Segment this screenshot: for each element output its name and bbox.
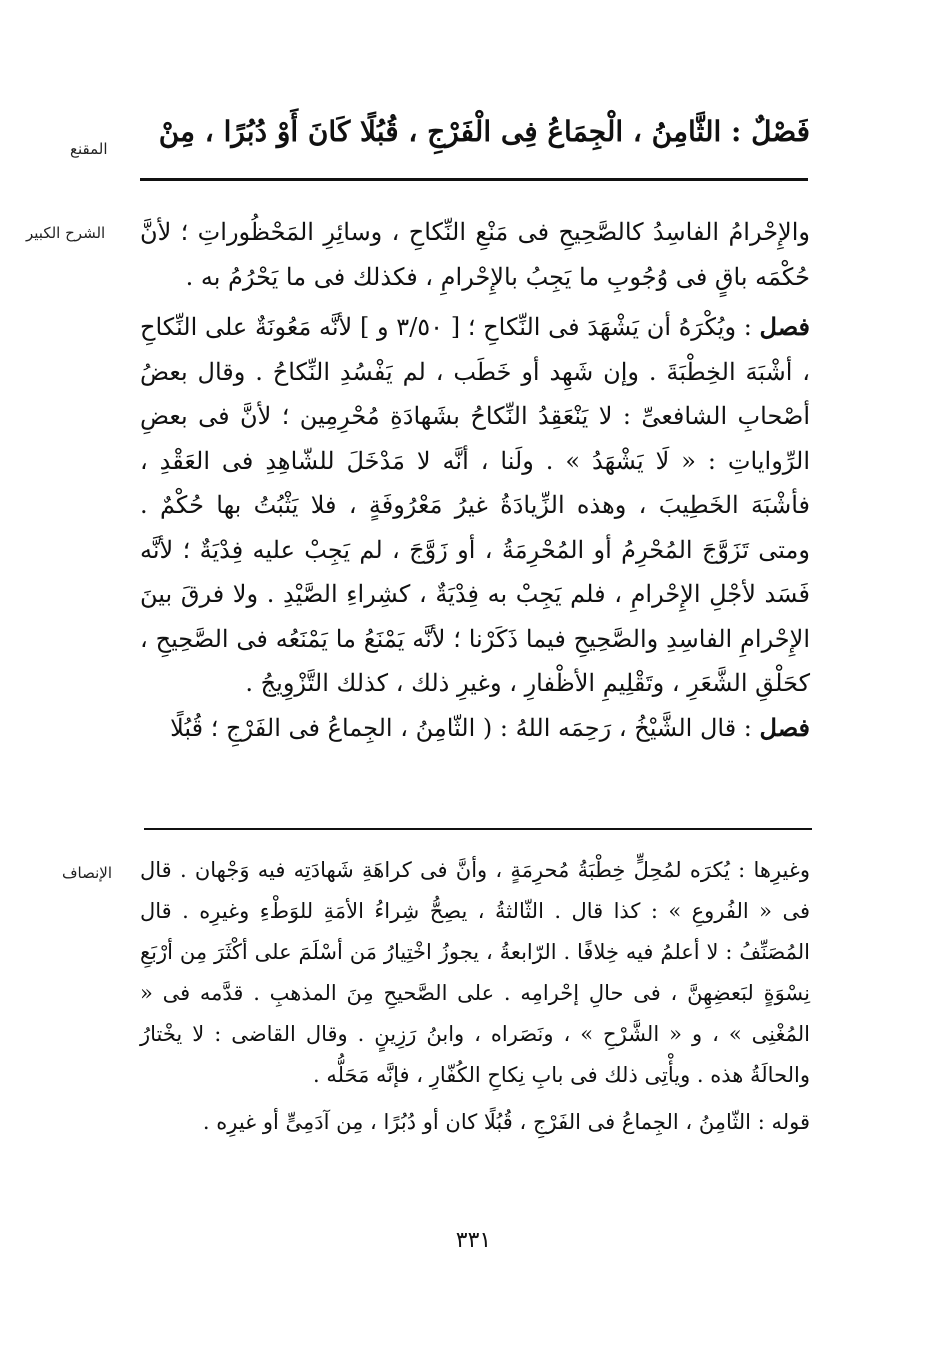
sharh-fasl-word: فصل bbox=[759, 312, 811, 341]
muqni-fasl-word: فَصْلٌ bbox=[751, 115, 810, 148]
sharh-paragraph-3-text: : قال الشَّيْخُ ، رَحِمَه اللهُ : ( الثّامِنُ ، الجِماعُ فى الفَرْجِ ؛ قُبُلًا bbox=[170, 713, 752, 742]
sharh-section bbox=[140, 210, 810, 750]
insaf-side-label: الإنصاف bbox=[62, 864, 113, 882]
insaf-paragraph-2: قوله : الثّامِنُ ، الجِماعُ فى الفَرْجِ ، قُبُلًا كان أو دُبُرًا ، مِن آدَمِىٍّ أو غيرِه . bbox=[202, 1110, 810, 1134]
sharh-fasl-word-2: فصل bbox=[759, 712, 810, 742]
sharh-paragraph-2 bbox=[140, 305, 810, 706]
sharh-side-label: الشرح الكبير bbox=[26, 224, 106, 242]
muqni-side-label: المقنع bbox=[70, 140, 108, 158]
muqni-heading bbox=[140, 108, 810, 156]
sharh-divider bbox=[144, 828, 812, 830]
page-number: ٣٣١ bbox=[455, 1228, 492, 1253]
insaf-paragraph-1: وغيرِها : يُكرَه لمُحِلٍّ خِطْبَةُ مُحرِمَةٍ ، وأنَّ فى كراهَةِ شَهادَتِه فيه وَجْهان . قال فى « الفُروعِ » : كذا قال . الثّالثةُ ، يصِحُّ شِراءُ الأمَةِ للوَطْءِ وغيرِه . قال المُصَنِّفُ : لا أعلمُ فيه خِلافًا . الرّابعةُ ، يجوزُ اخْتِيارُ مَن أسْلَمَ على أكْثَرَ مِن أرْبَعِ نِسْوَةٍ لبَعضِهِنَّ ، فى حالِ إحْرامِه . على الصَّحيحِ مِنَ المذهبِ . قدَّمه فى « المُغْنِى » ، و « الشَّرْحِ » ، ونَصَراه ، وابنُ رَزِينٍ . وقال القاضى : لا يخْتارُ والحالَةُ هذه . ويأْتِى ذلك فى بابِ نِكاحِ الكُفّارِ ، فإنَّه مَحَلُّه . bbox=[140, 858, 810, 1087]
sharh-paragraph-3 bbox=[140, 706, 810, 751]
sharh-paragraph-2-text: : ويُكْرَهُ أن يَشْهَدَ فى النِّكاحِ ؛ [ ٣/٥٠ و ] لأنَّه مَعُونَةٌ على النِّكاحِ ، أشْبَهَ الخِطْبَةَ . وإن شَهِد أو خَطَب ، لم يَفْسُدِ النِّكاحُ . وقال بعضُ أصْحابِ الشافعىِّ : لا يَنْعَقِدُ النِّكاحُ بشَهادَةِ مُحْرِمِين ؛ لأنَّ فى بعضِ الرِّواياتِ : « لَا يَشْهَدُ » . ولَنا ، أنَّه لا مَدْخَلَ للشّاهِدِ فى العَقْدِ ، فأشْبَهَ الخَطِيبَ ، وهذه الزِّيادَةُ غيرُ مَعْرُوفَةٍ ، فلا يَثْبُتُ بها حُكْمٌ . ومتى تَزَوَّجَ المُحْرِمُ أو المُحْرِمَةُ ، أو زَوَّجَ ، لم يَجِبْ عليه فِدْيَةٌ ؛ لأنَّه فَسَد لأجْلِ الإِحْرامِ ، فلم يَجِبْ به فِدْيَةٌ ، كشِراءِ الصَّيْدِ . ولا فرقَ بينَ الإِحْرامِ الفاسِدِ والصَّحِيحِ فيما ذَكَرْنا ؛ لأنَّه يَمْنَعُ ما يَمْنَعُه فى الصَّحِيحِ ، كحَلْقِ الشَّعَرِ ، وتَقْلِيمِ الأظْفارِ ، وغيرِ ذلك ، كذلك التَّزْوِيجُ . bbox=[140, 313, 811, 697]
insaf-section bbox=[140, 850, 810, 1143]
sharh-paragraph-1: والإِحْرامُ الفاسِدُ كالصَّحِيحِ فى مَنْعِ النِّكاحِ ، وسائِرِ المَحْظُوراتِ ؛ لأنَّ حُكْمَه باقٍ فى وُجُوبِ ما يَجِبُ بالإِحْرامِ ، فكذلك فى ما يَحْرُمُ به . bbox=[140, 218, 810, 291]
muqni-heading-text: : الثَّامِنُ ، الْجِمَاعُ فِى الْفَرْجِ ، قُبُلًا كَانَ أَوْ دُبُرًا ، مِنْ bbox=[158, 115, 742, 148]
muqni-divider bbox=[140, 178, 808, 181]
